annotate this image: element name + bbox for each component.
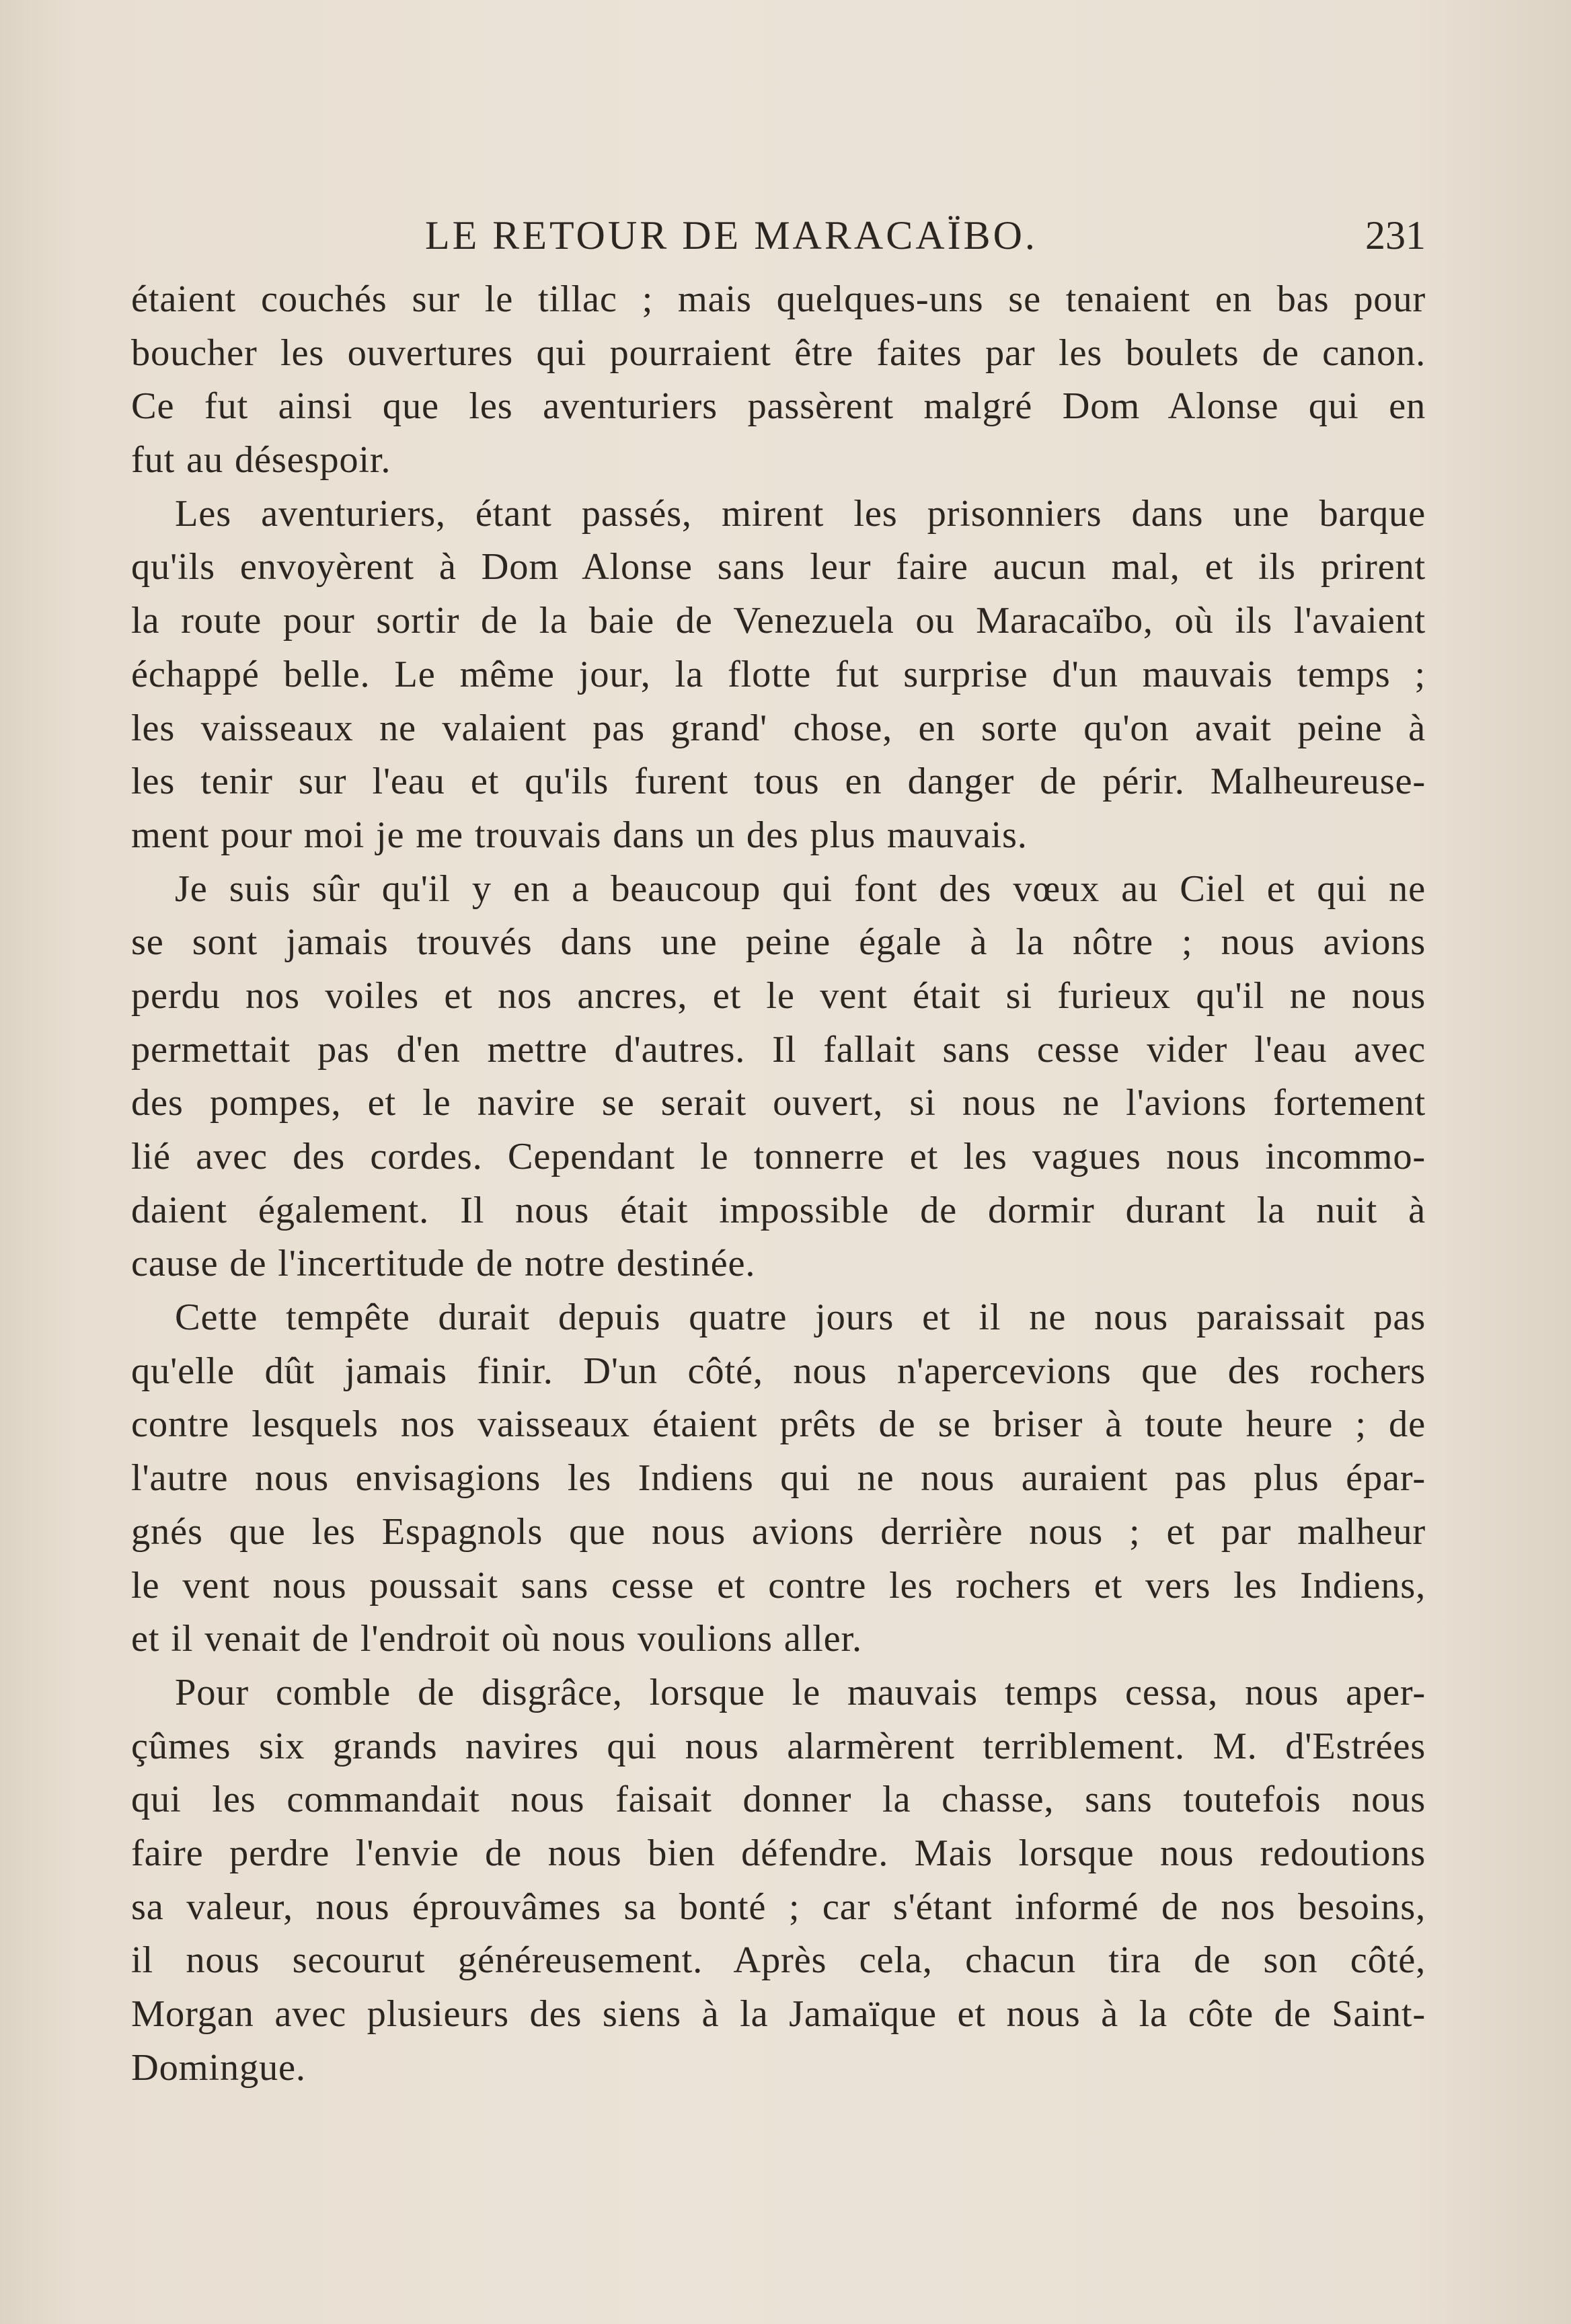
text-line: contre lesquels nos vaisseaux étaient prêts de se briser à toute heure ; de (131, 1403, 1426, 1446)
text-line: et il venait de l'endroit où nous voulions aller. (131, 1618, 862, 1660)
text-line: se sont jamais trouvés dans une peine égale à la nôtre ; nous avions (131, 921, 1426, 964)
paragraph (131, 863, 1426, 1292)
text-line: étaient couchés sur le tillac ; mais quelques-uns se tenaient en bas pour (131, 278, 1426, 320)
page-number: 231 (1365, 213, 1426, 258)
text-line: qui les commandait nous faisait donner la chasse, sans toutefois nous (131, 1779, 1426, 1821)
text-line: cause de l'incertitude de notre destinée. (131, 1243, 756, 1285)
text-line: fut au désespoir. (131, 439, 391, 481)
text-line: Domingue. (131, 2046, 306, 2089)
page-header (131, 205, 1426, 266)
text-line: lié avec des cordes. Cependant le tonnerre et les vagues nous incommo- (131, 1136, 1426, 1177)
paragraph (131, 1291, 1426, 1666)
text-line: gnés que les Espagnols que nous avions derrière nous ; et par malheur (131, 1510, 1426, 1553)
text-line: l'autre nous envisagions les Indiens qui ne nous auraient pas plus épar- (131, 1457, 1426, 1500)
text-line: Cette tempête durait depuis quatre jours et il ne nous paraissait pas (175, 1296, 1426, 1339)
text-line: qu'ils envoyèrent à Dom Alonse sans leur faire aucun mal, et ils prirent (131, 546, 1426, 588)
text-line: boucher les ouvertures qui pourraient être faites par les boulets de canon. (131, 332, 1426, 374)
text-line: la route pour sortir de la baie de Venezuela ou Maracaïbo, où ils l'avaient (131, 600, 1426, 642)
text-line: des pompes, et le navire se serait ouvert, si nous ne l'avions fortement (131, 1082, 1426, 1124)
text-line: sa valeur, nous éprouvâmes sa bonté ; car s'étant informé de nos besoins, (131, 1886, 1426, 1928)
text-line: le vent nous poussait sans cesse et contre les rochers et vers les Indiens, (131, 1564, 1426, 1606)
text-line: Ce fut ainsi que les aventuriers passèrent malgré Dom Alonse qui en (131, 385, 1426, 428)
text-line: il nous secourut généreusement. Après cela, chacun tira de son côté, (131, 1939, 1426, 1982)
text-line: Les aventuriers, étant passés, mirent les prisonniers dans une barque (175, 492, 1426, 535)
text-line: permettait pas d'en mettre d'autres. Il fallait sans cesse vider l'eau avec (131, 1028, 1426, 1071)
paragraph (131, 273, 1426, 488)
text-line: Je suis sûr qu'il y en a beaucoup qui font des vœux au Ciel et qui ne (175, 867, 1426, 910)
text-line: çûmes six grands navires qui nous alarmèrent terriblement. M. d'Estrées (131, 1725, 1426, 1767)
text-line: qu'elle dût jamais finir. D'un côté, nous n'apercevions que des rochers (131, 1350, 1426, 1392)
text-line: perdu nos voiles et nos ancres, et le vent était si furieux qu'il ne nous (131, 974, 1426, 1017)
text-line: les tenir sur l'eau et qu'ils furent tous en danger de périr. Malheureuse- (131, 761, 1426, 803)
text-line: Pour comble de disgrâce, lorsque le mauvais temps cessa, nous aper- (175, 1671, 1426, 1713)
paragraph (131, 488, 1426, 863)
text-line: ment pour moi je me trouvais dans un des plus mauvais. (131, 814, 1028, 856)
text-line: les vaisseaux ne valaient pas grand' chose, en sorte qu'on avait peine à (131, 707, 1426, 749)
body-text (131, 273, 1426, 2095)
running-title: LE RETOUR DE MARACAÏBO. (425, 213, 1038, 258)
text-line: faire perdre l'envie de nous bien défendre. Mais lorsque nous redoutions (131, 1832, 1426, 1874)
text-line: échappé belle. Le même jour, la flotte fut surprise d'un mauvais temps ; (131, 653, 1426, 695)
text-line: Morgan avec plusieurs des siens à la Jamaïque et nous à la côte de Saint- (131, 1993, 1426, 2035)
text-line: daient également. Il nous était impossible de dormir durant la nuit à (131, 1189, 1426, 1231)
paragraph (131, 1666, 1426, 2095)
